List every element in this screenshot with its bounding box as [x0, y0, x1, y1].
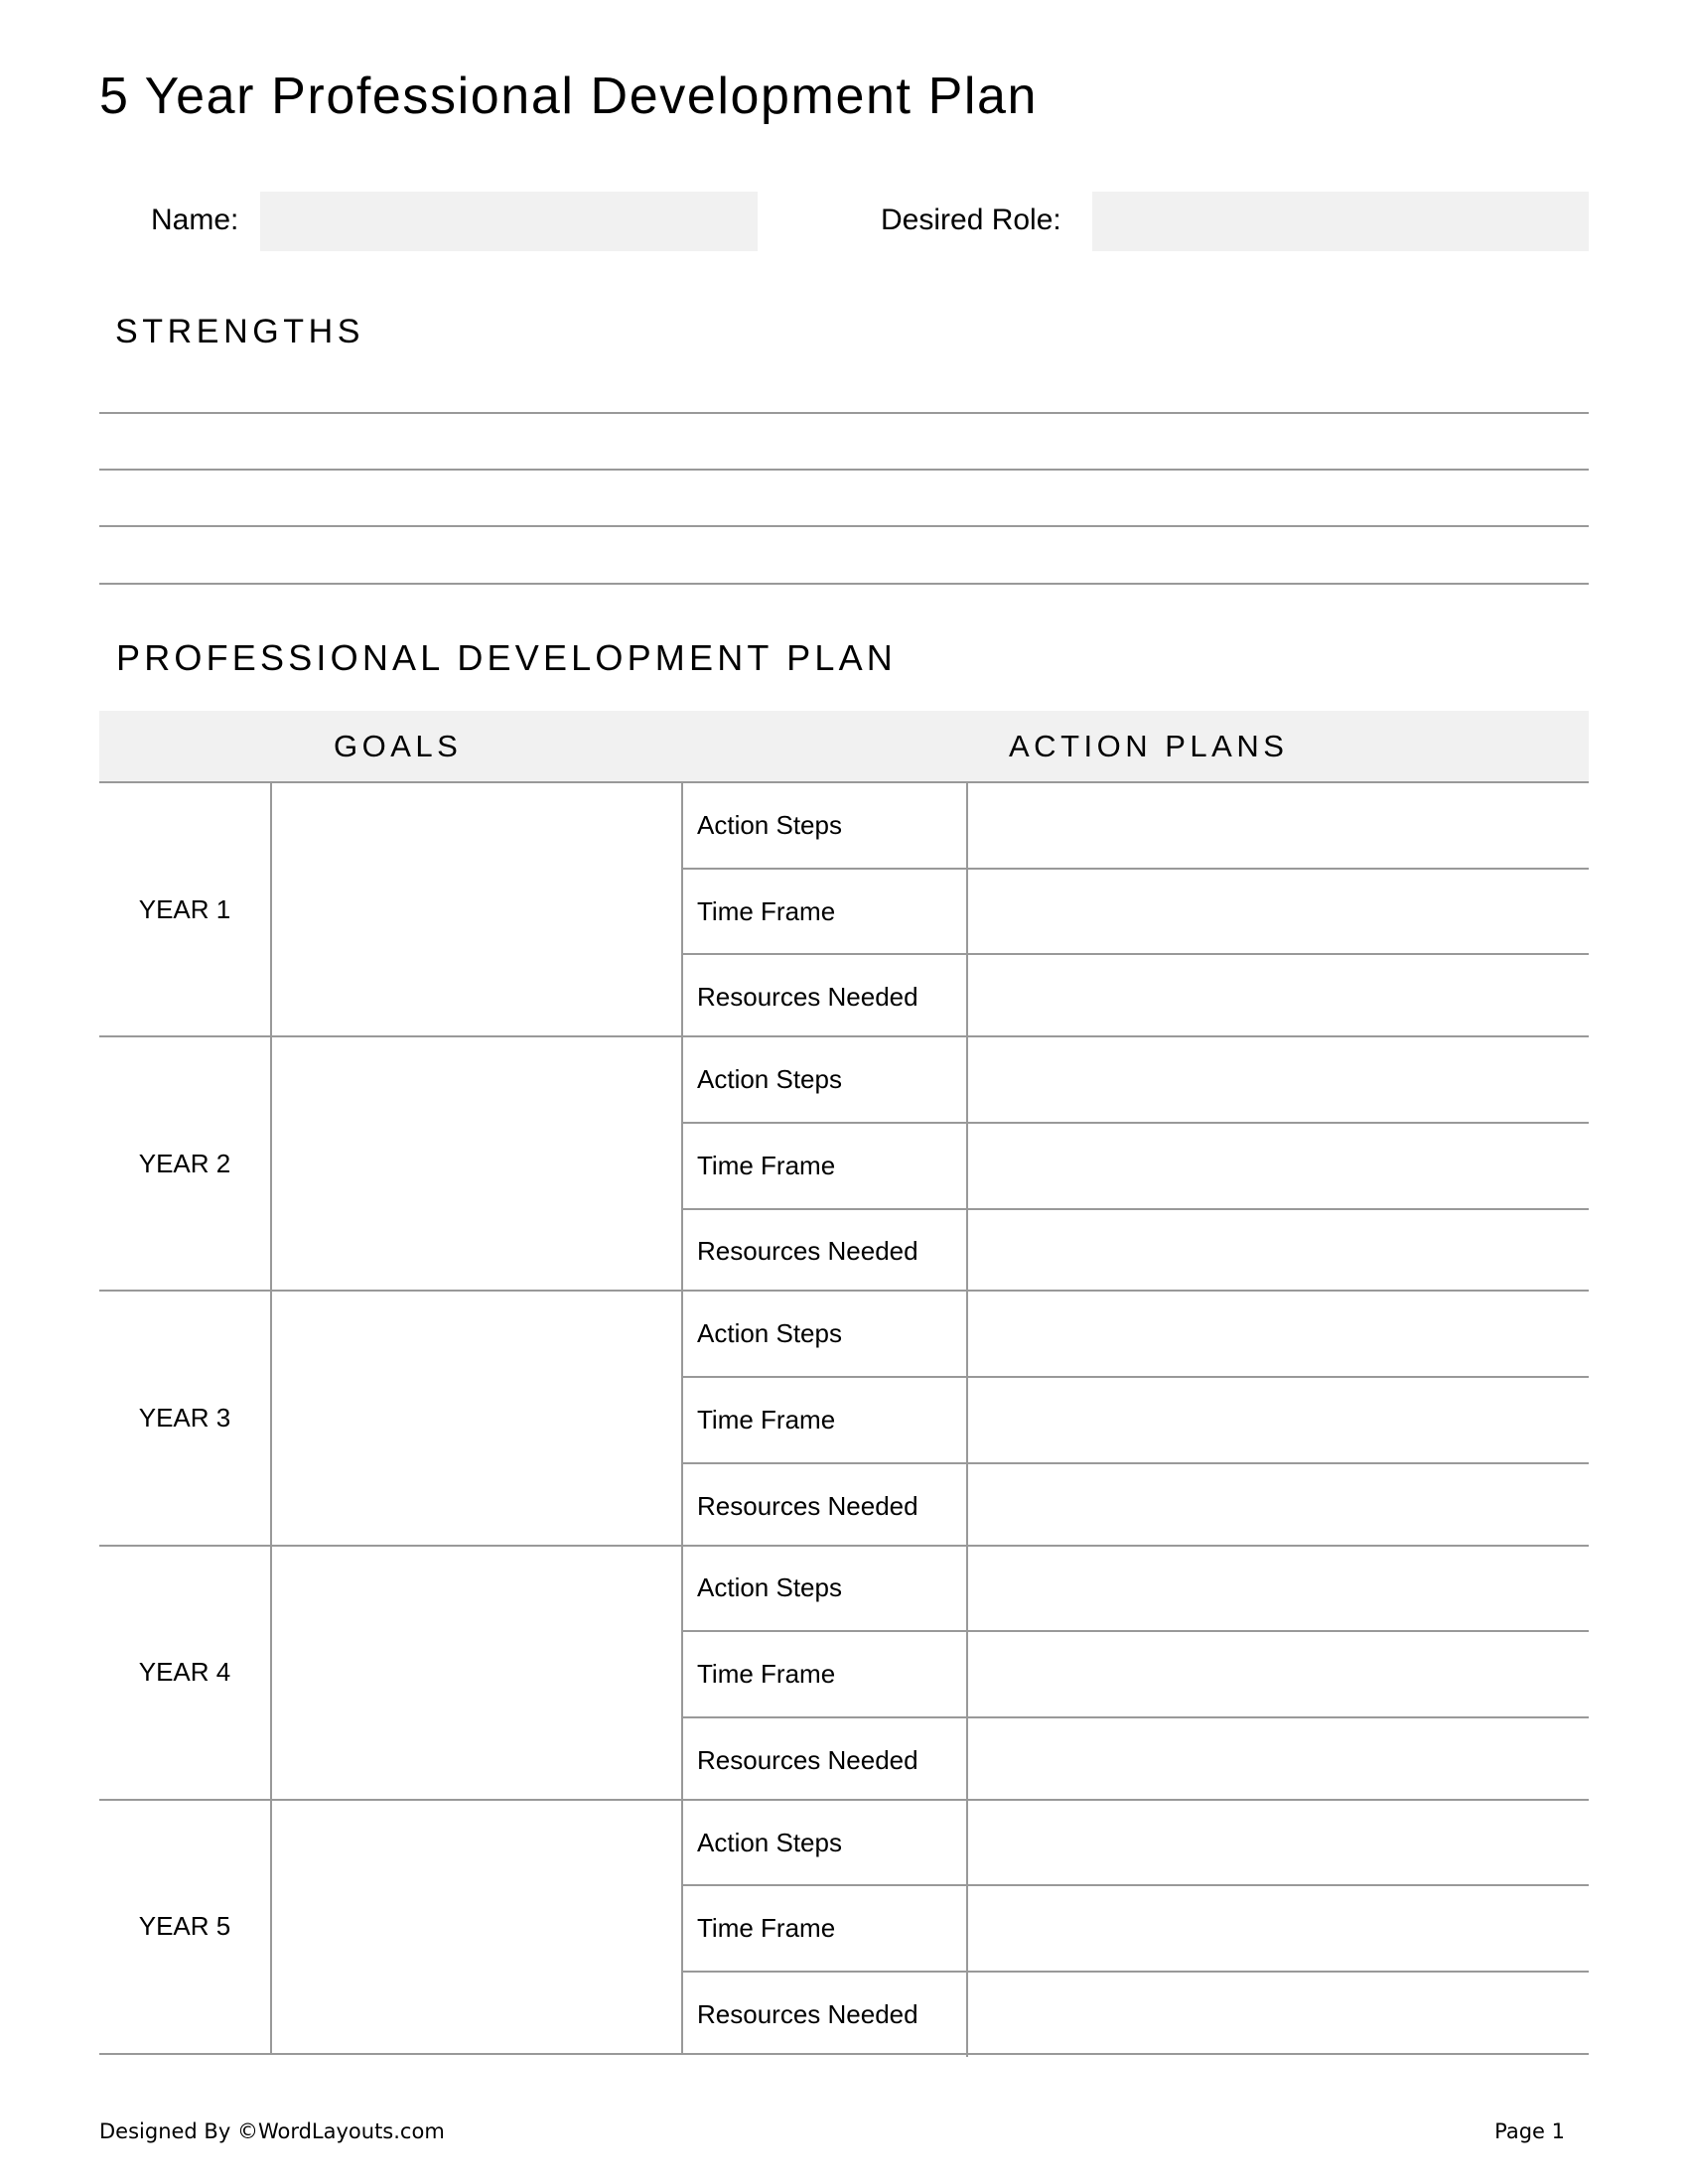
resources-needed-row [683, 1210, 1589, 1295]
goal-input-year-3[interactable] [272, 1292, 681, 1544]
desired-role-label: Desired Role: [881, 204, 1061, 236]
time-frame-row [683, 1886, 1589, 1973]
action-steps-input-year-3[interactable] [968, 1292, 1589, 1376]
strengths-rule [99, 583, 1589, 585]
goal-cell [272, 1037, 683, 1290]
action-steps-label: Action Steps [683, 783, 968, 868]
action-steps-row [683, 1547, 1589, 1633]
page-number: Page 1 [1494, 2119, 1565, 2143]
resources-needed-label: Resources Needed [683, 1973, 968, 2057]
time-frame-input-year-2[interactable] [968, 1124, 1589, 1208]
goal-input-year-5[interactable] [272, 1801, 681, 2053]
year-row-5 [99, 1801, 1589, 2055]
time-frame-input-year-3[interactable] [968, 1378, 1589, 1462]
table-header [99, 711, 1589, 783]
time-frame-row [683, 1378, 1589, 1464]
time-frame-label: Time Frame [683, 1886, 968, 1971]
goal-cell [272, 783, 683, 1035]
resources-needed-label: Resources Needed [683, 955, 968, 1039]
action-plan-rows [683, 1801, 1589, 2053]
goal-input-year-1[interactable] [272, 783, 681, 1035]
year-label: YEAR 2 [99, 1037, 272, 1290]
year-row-2 [99, 1037, 1589, 1292]
name-label: Name: [151, 204, 239, 236]
name-field[interactable] [260, 192, 758, 251]
year-label: YEAR 5 [99, 1801, 272, 2053]
resources-needed-label: Resources Needed [683, 1464, 968, 1549]
action-steps-row [683, 783, 1589, 870]
time-frame-input-year-4[interactable] [968, 1632, 1589, 1716]
action-steps-label: Action Steps [683, 1801, 968, 1885]
time-frame-label: Time Frame [683, 1632, 968, 1716]
time-frame-input-year-1[interactable] [968, 870, 1589, 954]
action-steps-input-year-1[interactable] [968, 783, 1589, 868]
plan-heading: PROFESSIONAL DEVELOPMENT PLAN [116, 637, 897, 678]
resources-needed-row [683, 955, 1589, 1039]
column-header-action-plans: ACTION PLANS [1009, 729, 1289, 763]
goal-cell [272, 1292, 683, 1544]
resources-needed-label: Resources Needed [683, 1718, 968, 1803]
strengths-rule [99, 469, 1589, 471]
resources-needed-input-year-1[interactable] [968, 955, 1589, 1039]
goal-input-year-4[interactable] [272, 1547, 681, 1799]
year-row-1 [99, 783, 1589, 1037]
strengths-line-1[interactable] [99, 425, 1589, 469]
time-frame-label: Time Frame [683, 1124, 968, 1208]
column-header-goals: GOALS [334, 729, 463, 763]
time-frame-row [683, 870, 1589, 956]
action-steps-label: Action Steps [683, 1292, 968, 1376]
time-frame-row [683, 1124, 1589, 1210]
resources-needed-label: Resources Needed [683, 1210, 968, 1295]
desired-role-field[interactable] [1092, 192, 1589, 251]
resources-needed-row [683, 1464, 1589, 1549]
action-plan-rows [683, 783, 1589, 1035]
action-plan-rows [683, 1547, 1589, 1799]
action-steps-input-year-2[interactable] [968, 1037, 1589, 1122]
year-label: YEAR 1 [99, 783, 272, 1035]
action-plan-rows [683, 1292, 1589, 1544]
strengths-heading: STRENGTHS [115, 313, 365, 350]
resources-needed-row [683, 1973, 1589, 2057]
resources-needed-input-year-4[interactable] [968, 1718, 1589, 1803]
strengths-rule [99, 412, 1589, 414]
resources-needed-row [683, 1718, 1589, 1803]
page-title: 5 Year Professional Development Plan [99, 68, 1039, 125]
strengths-rule [99, 525, 1589, 527]
action-plan-rows [683, 1037, 1589, 1290]
goal-cell [272, 1547, 683, 1799]
action-steps-row [683, 1801, 1589, 1887]
year-label: YEAR 3 [99, 1292, 272, 1544]
time-frame-label: Time Frame [683, 870, 968, 954]
resources-needed-input-year-2[interactable] [968, 1210, 1589, 1295]
year-label: YEAR 4 [99, 1547, 272, 1799]
action-steps-input-year-5[interactable] [968, 1801, 1589, 1885]
year-row-4 [99, 1547, 1589, 1801]
resources-needed-input-year-5[interactable] [968, 1973, 1589, 2057]
time-frame-label: Time Frame [683, 1378, 968, 1462]
resources-needed-input-year-3[interactable] [968, 1464, 1589, 1549]
footer-credit: Designed By ©WordLayouts.com [99, 2119, 445, 2143]
time-frame-row [683, 1632, 1589, 1718]
action-steps-label: Action Steps [683, 1547, 968, 1631]
development-plan-table [99, 711, 1589, 2055]
goal-input-year-2[interactable] [272, 1037, 681, 1290]
action-steps-label: Action Steps [683, 1037, 968, 1122]
goal-cell [272, 1801, 683, 2053]
action-steps-input-year-4[interactable] [968, 1547, 1589, 1631]
time-frame-input-year-5[interactable] [968, 1886, 1589, 1971]
strengths-line-2[interactable] [99, 481, 1589, 525]
strengths-line-3[interactable] [99, 538, 1589, 582]
action-steps-row [683, 1037, 1589, 1124]
year-row-3 [99, 1292, 1589, 1546]
action-steps-row [683, 1292, 1589, 1378]
